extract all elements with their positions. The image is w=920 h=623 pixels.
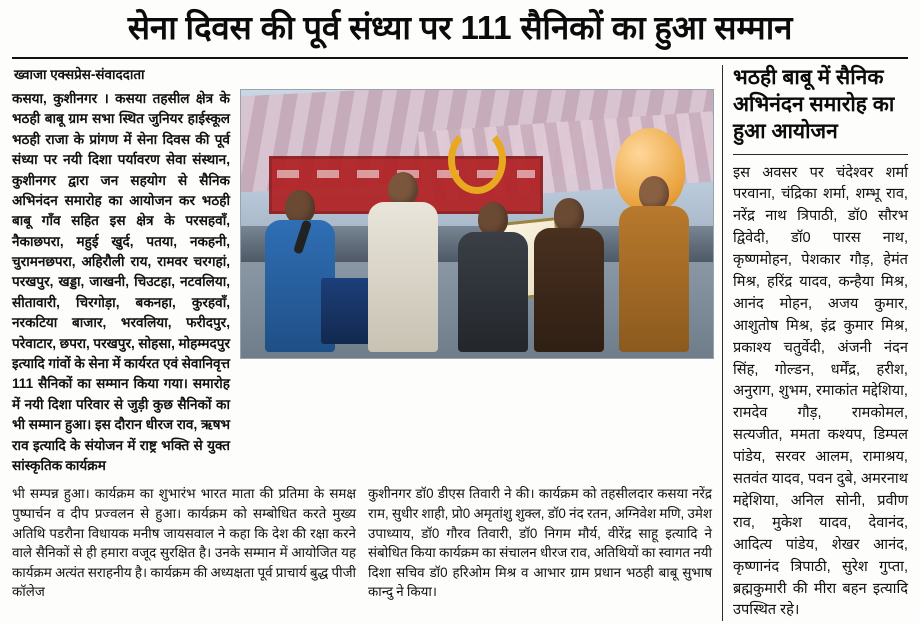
photo-column bbox=[240, 89, 712, 476]
person-body bbox=[619, 206, 689, 352]
main-column bbox=[12, 65, 712, 621]
person-head bbox=[639, 176, 669, 210]
person-body bbox=[458, 232, 528, 352]
article-body bbox=[12, 65, 908, 621]
person-guest-one bbox=[458, 202, 528, 352]
paragraph: भी सम्पन्न हुआ। कार्यक्रम का शुभारंभ भारत माता की प्रतिमा के समक्ष पुष्पार्चन व दीप प्रज्वलन से हुआ। कार्यक्रम को सम्बोधित करते मुख्य अतिथि पडरौना विधायक मनीष जायसवाल ने कहा कि देश की रक्षा करने वाले सैनिकों से ही हमारा वजूद सुरक्षित है। उनके सम्मान में आयोजित यह कार्यक्रम अत्यंत सराहनीय है। कार्यक्रम की अध्यक्षता पूर्व प्राचार्य बुद्ध पीजी कॉलेज bbox=[12, 486, 356, 600]
lead-paragraph: कसया, कुशीनगर । कसया तहसील क्षेत्र के भठही बाबू ग्राम सभा स्थित जुनियर हाईस्कूल भठही राजा के प्रांगण में सेना दिवस की पूर्व संध्या पर नयी दिशा पर्यावरण सेवा संस्थान, कुशीनगर द्वारा जन सहयोग से सैनिक अभिनंदन समारोह का आयोजन कर भठही बाबू गाँव सहित इस क्षेत्र के परसहवाँ, नैकाछपरा, महुई खुर्द, पतया, नकहनी, चुरामनछपरा, अहिरौली राय, रामवर चरगहां, परखपुर, खड्डा, जाखनी, चिउटहा, नटवलिया, सीतावारी, चिरगोड़ा, बकनहा, कुरहवाँ, नरकटिया बाजार, भरवलिया, फरीदपुर, परेवाटार, छपरा, परखपुर, सोहसा, मोहम्मदपुर इत्यादि गांवों के सेना में कार्यरत एवं सेवानिवृत्त 111 सैनिकों का सम्मान किया गया। समारोह में नयी दिशा परिवार से जुड़ी कुछ सैनिकों का भी सम्मान हुआ। इस दौरान धीरज राव, ऋषभ राव इत्यादि के संयोजन में राष्ट्र भक्ति से युक्त सांस्कृतिक कार्यक्रम bbox=[12, 90, 230, 473]
sidebar-divider bbox=[733, 154, 908, 155]
gift-bag bbox=[321, 278, 373, 344]
person-head bbox=[285, 190, 315, 224]
byline: ख्वाजा एक्सप्रेस-संवाददाता bbox=[14, 66, 145, 82]
page-title: सेना दिवस की पूर्व संध्या पर 111 सैनिकों का हुआ सम्मान bbox=[127, 9, 793, 46]
person-body bbox=[368, 202, 438, 352]
lower-columns bbox=[12, 484, 712, 621]
lead-and-photo bbox=[12, 89, 712, 476]
person-head bbox=[554, 198, 584, 232]
award-ceremony-photo bbox=[240, 89, 714, 359]
person-head bbox=[388, 172, 418, 206]
headline-block bbox=[12, 10, 908, 59]
paragraph: कुशीनगर डॉ0 डीएस तिवारी ने की। कार्यक्रम को तहसीलदार कसया नरेंद्र राम, सुधीर शाही, प्रो0 अमृतांशु शुक्ल, डॉ0 नंद रतन, अग्निवेश मणि, उमेश उपाध्याय, डॉ0 गौरव तिवारी, डॉ0 निगम मौर्य, वीरेंद्र साहू इत्यादि ने संबोधित किया कार्यक्रम का संचालन धीरज राव, अतिथियों का स्वागत नयी दिशा सचिव डॉ0 हरिओम मिश्र व आभार ग्राम प्रधान भठही बाबू सुभाष कान्दु ने किया। bbox=[368, 486, 712, 600]
sidebar-heading: भठही बाबू में सैनिक अभिनंदन समारोह का हुआ आयोजन bbox=[733, 65, 895, 143]
garland-decor bbox=[448, 126, 506, 194]
person-body bbox=[534, 228, 604, 352]
person-chief-guest bbox=[619, 176, 689, 352]
lead-column bbox=[12, 89, 230, 476]
sidebar-column bbox=[722, 65, 908, 621]
person-guest-two bbox=[534, 198, 604, 352]
sidebar-paragraph: इस अवसर पर चंदेश्वर शर्मा परवाना, चंद्रिका शर्मा, शम्भू राव, नरेंद्र नाथ त्रिपाठी, डॉ0 सौरभ द्विवेदी, डॉ0 पारस नाथ, कृष्णमोहन, पेशकार गौड़, हेमंत मिश्र, हरिंद्र यादव, कन्हैया मिश्र, आनंद मोहन, अजय कुमार, आशुतोष मिश्र, इंद्र कुमार मिश्र, प्रकाश्य चतुर्वेदी, अंजनी नंदन सिंह, गोल्डन, धर्मेंद्र, हरीश, अनुराग, शुभम, रमाकांत मद्देशिया, रामदेव गौड़, रामकोमल, सत्यजीत, ममता कश्यप, डिम्पल पांडेय, सरवर आलम, रामाश्रय, सतवंत यादव, पवन दुबे, अमरनाथ मद्देशिया, अनिल सोनी, प्रवीण राव, मुकेश यादव, देवानंद, आदित्य पांडेय, शेखर आनंद, कृष्णानंद त्रिपाठी, सुरेश गुप्ता, ब्रह्मकुमारी की मीरा बहन इत्यादि उपस्थित रहे। bbox=[733, 164, 908, 619]
text-column-1 bbox=[12, 484, 356, 621]
person-honoree bbox=[368, 172, 438, 352]
text-column-2 bbox=[368, 484, 712, 621]
person-head bbox=[478, 202, 508, 236]
